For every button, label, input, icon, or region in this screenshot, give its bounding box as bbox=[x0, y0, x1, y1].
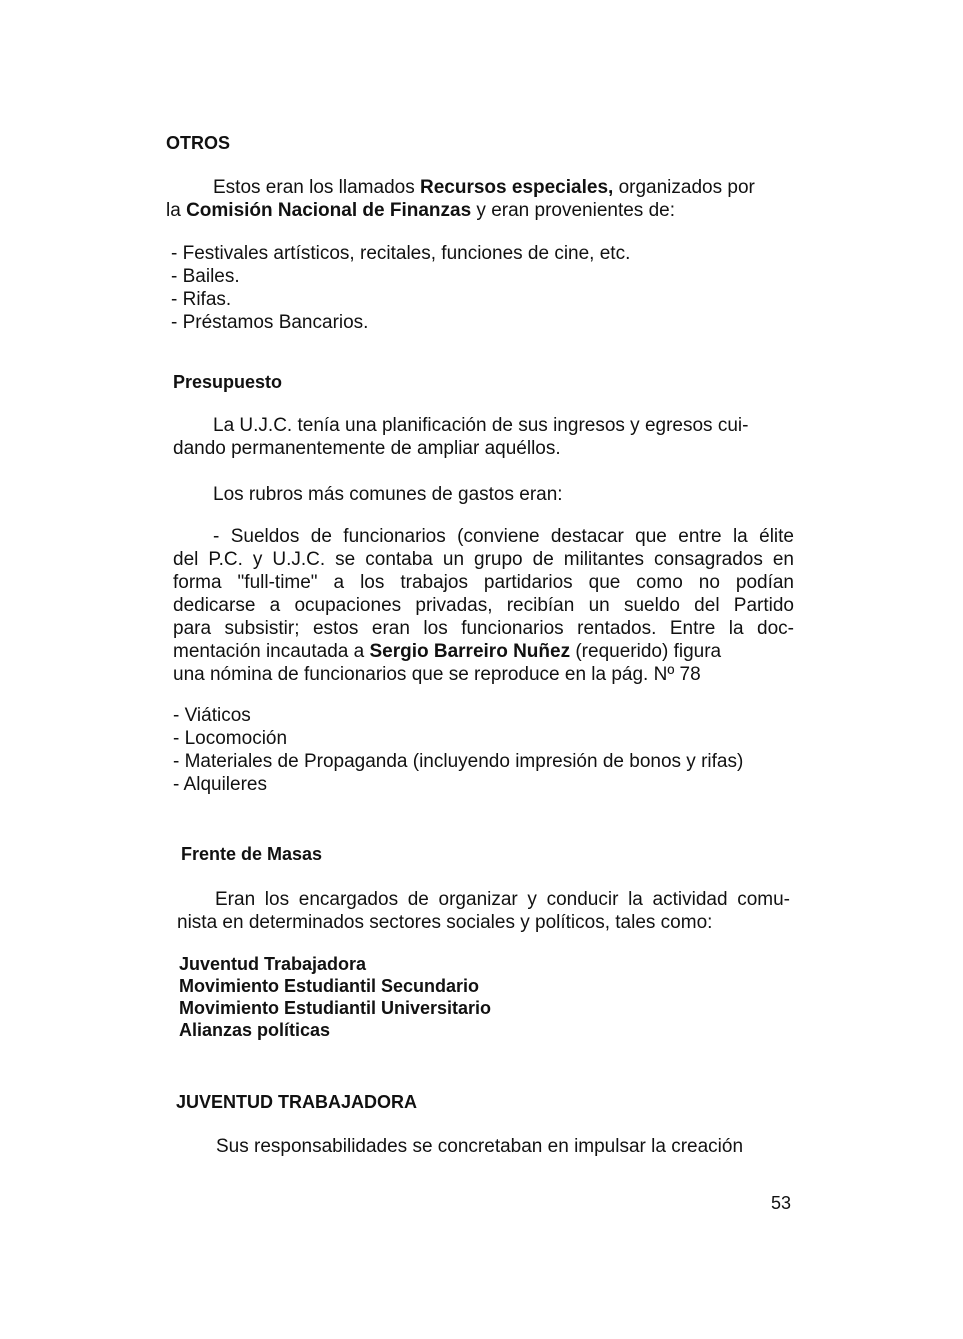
text-span: Estos eran los llamados bbox=[213, 177, 420, 198]
paragraph-line: dando permanentemente de ampliar aquéllos. bbox=[173, 438, 561, 459]
list-item: - Rifas. bbox=[171, 289, 232, 310]
paragraph-line: para subsistir; estos eran los funcionarios rentados. Entre la doc- bbox=[173, 618, 794, 639]
paragraph-line: La U.J.C. tenía una planificación de sus ingresos y egresos cui- bbox=[213, 415, 749, 436]
heading-otros: OTROS bbox=[166, 133, 231, 153]
list-item: - Materiales de Propaganda (incluyendo impresión de bonos y rifas) bbox=[173, 751, 744, 772]
list-item: - Bailes. bbox=[171, 266, 240, 287]
otros-paragraph-line2 bbox=[166, 200, 675, 222]
sector-item: Alianzas políticas bbox=[179, 1020, 331, 1040]
text-span: organizados por bbox=[613, 177, 755, 198]
paragraph-line: una nómina de funcionarios que se reproduce en la pág. Nº 78 bbox=[173, 664, 701, 685]
sector-item: Movimiento Estudiantil Universitario bbox=[179, 998, 492, 1018]
paragraph-line: Los rubros más comunes de gastos eran: bbox=[213, 484, 563, 505]
text-span: mentación incautada a bbox=[173, 641, 370, 662]
bold-span: Comisión Nacional de Finanzas bbox=[186, 200, 472, 221]
text-span: (requerido) figura bbox=[570, 641, 722, 662]
sector-item: Movimiento Estudiantil Secundario bbox=[179, 976, 480, 996]
list-item: - Viáticos bbox=[173, 705, 251, 726]
list-item: - Locomoción bbox=[173, 728, 288, 749]
heading-juventud-trabajadora: JUVENTUD TRABAJADORA bbox=[176, 1092, 418, 1112]
heading-frente-de-masas: Frente de Masas bbox=[181, 844, 323, 864]
bold-span: Recursos especiales, bbox=[420, 177, 614, 198]
paragraph-line bbox=[173, 641, 721, 663]
list-item: - Préstamos Bancarios. bbox=[171, 312, 369, 333]
heading-presupuesto: Presupuesto bbox=[173, 372, 283, 392]
text-span: y eran provenientes de: bbox=[471, 200, 675, 221]
text-span: la bbox=[166, 200, 187, 221]
paragraph-line: nista en determinados sectores sociales y políticos, tales como: bbox=[177, 912, 713, 933]
paragraph-line: Eran los encargados de organizar y conducir la actividad comu- bbox=[215, 889, 790, 910]
page-number: 53 bbox=[771, 1193, 792, 1213]
paragraph-line: dedicarse a ocupaciones privadas, recibían un sueldo del Partido bbox=[173, 595, 794, 616]
otros-paragraph-line1 bbox=[213, 177, 755, 199]
paragraph-line: forma "full-time" a los trabajos partidarios que como no podían bbox=[173, 572, 794, 593]
list-item: - Alquileres bbox=[173, 774, 267, 795]
paragraph-line: del P.C. y U.J.C. se contaba un grupo de militantes consagrados en bbox=[173, 549, 794, 570]
paragraph-line: - Sueldos de funcionarios (conviene destacar que entre la élite bbox=[213, 526, 794, 547]
sector-item: Juventud Trabajadora bbox=[179, 954, 367, 974]
list-item: - Festivales artísticos, recitales, funciones de cine, etc. bbox=[171, 243, 631, 264]
bold-span: Sergio Barreiro Nuñez bbox=[369, 641, 571, 662]
paragraph-line: Sus responsabilidades se concretaban en impulsar la creación bbox=[216, 1136, 744, 1157]
